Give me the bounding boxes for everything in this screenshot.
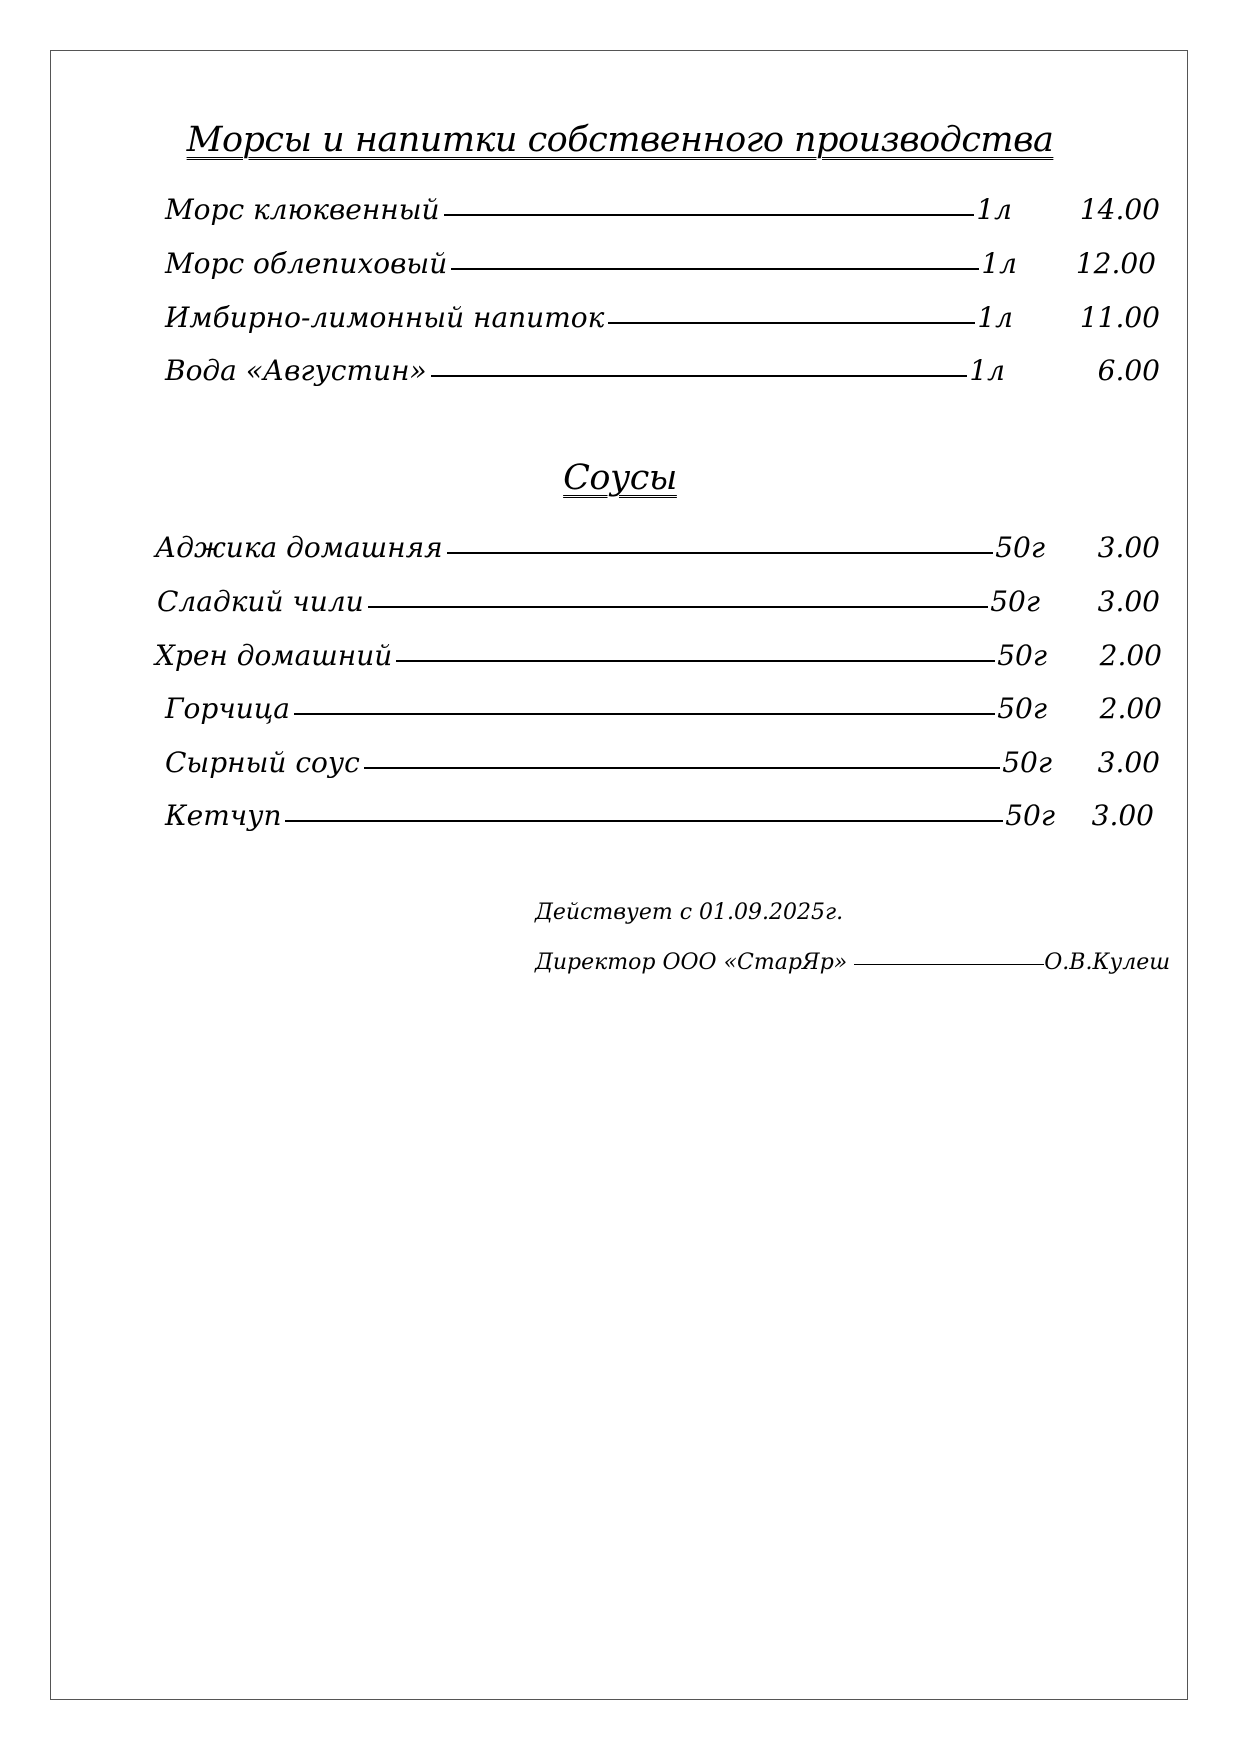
dot-leader	[444, 214, 975, 216]
list-item	[157, 582, 1040, 622]
list-item	[165, 689, 1047, 729]
item-unit: 50г	[995, 531, 1045, 564]
item-unit: 50г	[990, 585, 1040, 618]
item-unit: 50г	[997, 692, 1047, 725]
item-name: Сырный соус	[165, 746, 360, 779]
item-price: 2.00	[1099, 639, 1162, 672]
item-name: Аджика домашняя	[155, 531, 443, 564]
list-item	[155, 636, 1047, 676]
list-item	[165, 190, 1012, 230]
item-name: Хрен домашний	[155, 639, 393, 672]
item-price: 11.00	[1079, 301, 1160, 334]
list-item	[165, 351, 1005, 391]
item-unit: 50г	[1005, 799, 1055, 832]
item-name: Горчица	[165, 692, 291, 725]
item-unit: 1л	[977, 301, 1013, 334]
signatory-name: О.В.Кулеш	[1044, 950, 1171, 975]
dot-leader	[451, 268, 979, 270]
dot-leader	[396, 660, 995, 662]
item-unit: 1л	[976, 193, 1012, 226]
dot-leader	[608, 322, 975, 324]
item-unit: 1л	[969, 354, 1005, 387]
item-name: Вода «Августин»	[165, 354, 427, 387]
item-name: Кетчуп	[165, 799, 282, 832]
sauces-title: Соусы	[563, 458, 677, 498]
dot-leader	[294, 713, 995, 715]
dot-leader	[364, 767, 1000, 769]
item-price: 14.00	[1079, 193, 1160, 226]
director-title: Директор ООО «СтарЯр»	[535, 950, 848, 975]
item-price: 3.00	[1097, 746, 1160, 779]
dot-leader	[447, 552, 994, 554]
list-item	[155, 528, 1045, 568]
signature-blank	[854, 964, 1044, 965]
item-price: 2.00	[1099, 692, 1162, 725]
item-name: Сладкий чили	[157, 585, 364, 618]
item-unit: 50г	[997, 639, 1047, 672]
dot-leader	[285, 820, 1003, 822]
dot-leader	[431, 375, 968, 377]
item-price: 3.00	[1097, 585, 1160, 618]
list-item	[165, 743, 1052, 783]
valid-from: Действует с 01.09.2025г.	[535, 900, 844, 925]
item-name: Имбирно-лимонный напиток	[165, 301, 605, 334]
item-unit: 50г	[1002, 746, 1052, 779]
item-name: Морс клюквенный	[165, 193, 440, 226]
list-item	[165, 244, 1017, 284]
dot-leader	[368, 606, 989, 608]
item-price: 12.00	[1075, 247, 1156, 280]
signature-line	[535, 948, 1170, 978]
list-item	[165, 298, 1013, 338]
list-item	[165, 796, 1055, 836]
item-price: 6.00	[1097, 354, 1160, 387]
item-name: Морс облепиховый	[165, 247, 448, 280]
item-price: 3.00	[1097, 531, 1160, 564]
item-unit: 1л	[981, 247, 1017, 280]
drinks-title: Морсы и напитки собственного производства	[186, 120, 1054, 160]
item-price: 3.00	[1091, 799, 1154, 832]
